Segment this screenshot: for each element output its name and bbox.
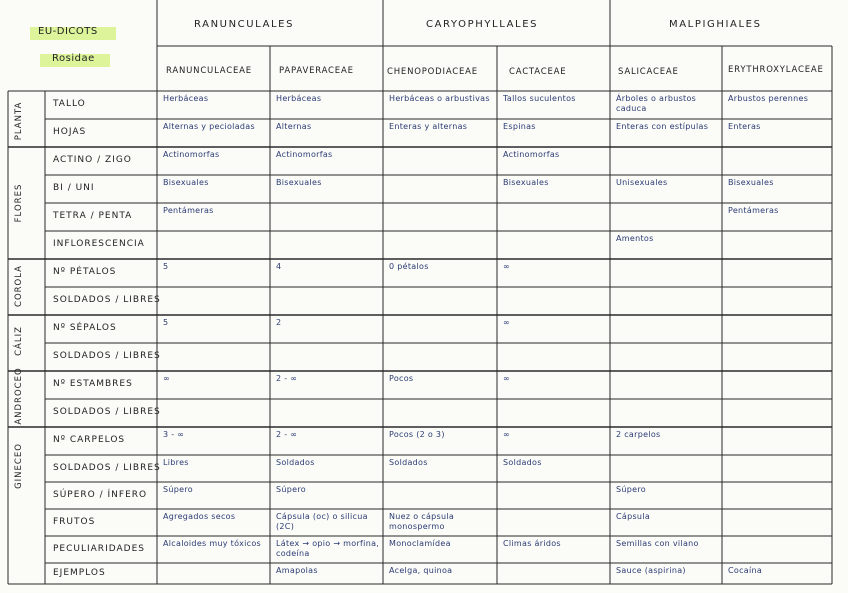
table-cell: Pentámeras <box>728 206 779 215</box>
row-label: SOLDADOS / LIBRES <box>53 462 161 473</box>
row-label: EJEMPLOS <box>53 567 106 578</box>
table-cell: 2 - ∞ <box>276 430 298 439</box>
table-cell: Árboles o arbustos caduca <box>616 94 697 113</box>
table-cell: Cocaína <box>728 566 763 575</box>
table-cell: Semillas con vilano <box>616 539 699 548</box>
table-cell: Alternas y pecioladas <box>163 122 255 131</box>
table-cell: 2 carpelos <box>616 430 661 439</box>
table-cell: 2 - ∞ <box>276 374 298 383</box>
table-cell: Súpero <box>276 485 306 494</box>
table-cell: Espinas <box>503 122 536 131</box>
row-label: SOLDADOS / LIBRES <box>53 351 161 361</box>
table-cell: 4 <box>276 262 282 271</box>
table-cell: Climas áridos <box>503 539 561 548</box>
table-cell: 5 <box>163 262 169 271</box>
table-cell: Herbáceas <box>276 94 322 103</box>
table-cell: Bisexuales <box>163 178 209 187</box>
table-cell: Enteras con estípulas <box>616 122 709 131</box>
class-label: EU-DICOTS <box>38 26 98 37</box>
row-label: INFLORESCENCIA <box>53 239 145 249</box>
table-cell: Soldados <box>276 458 315 467</box>
row-label: FRUTOS <box>53 516 96 527</box>
row-label: SOLDADOS / LIBRES <box>53 295 161 305</box>
family-header: PAPAVERACEAE <box>279 66 354 76</box>
family-header: SALICACEAE <box>618 67 679 77</box>
family-header: ERYTHROXYLACEAE <box>728 65 824 75</box>
table-cell: Agregados secos <box>163 512 236 521</box>
table-cell: Unisexuales <box>616 178 668 187</box>
group-label-androceo: ANDROCEO <box>14 367 24 425</box>
table-cell: ∞ <box>163 374 170 383</box>
table-cell: Amentos <box>616 234 654 243</box>
table-cell: Actinomorfas <box>276 150 333 159</box>
table-cell: Cápsula <box>616 512 651 521</box>
table-cell: Herbáceas <box>163 94 209 103</box>
table-cell: ∞ <box>503 374 510 383</box>
row-label: Nº CARPELOS <box>53 435 126 445</box>
subclass-label: Rosidae <box>52 53 95 64</box>
row-label: HOJAS <box>53 127 87 137</box>
row-label: ACTINO / ZIGO <box>53 155 132 165</box>
table-cell: Súpero <box>163 485 193 494</box>
table-cell: Alcaloides muy tóxicos <box>163 539 261 548</box>
family-header: RANUNCULACEAE <box>166 66 252 76</box>
table-cell: Arbustos perennes <box>728 94 809 103</box>
table-cell: 0 pétalos <box>389 262 429 271</box>
row-label: SÚPERO / ÍNFERO <box>53 489 148 500</box>
table-cell: ∞ <box>503 430 510 439</box>
table-cell: Acelga, quinoa <box>389 566 453 575</box>
group-label-caliz: CÁLIZ <box>14 326 24 356</box>
row-label: Nº SÉPALOS <box>53 323 117 333</box>
row-label: TETRA / PENTA <box>53 211 133 221</box>
table-cell: Amapolas <box>276 566 318 575</box>
table-cell: Látex → opio → morfina, codeína <box>276 539 380 558</box>
row-label: SOLDADOS / LIBRES <box>53 407 161 417</box>
table-cell: Pocos <box>389 374 414 383</box>
table-cell: Actinomorfas <box>163 150 220 159</box>
table-cell: Alternas <box>276 122 312 131</box>
table-cell: 5 <box>163 318 169 327</box>
table-cell: 3 - ∞ <box>163 430 185 439</box>
group-label-flores: FLORES <box>14 183 24 223</box>
row-label: BI / UNI <box>53 183 95 193</box>
table-cell: 2 <box>276 318 282 327</box>
row-label: TALLO <box>53 99 86 109</box>
order-header: RANUNCULALES <box>194 19 295 30</box>
table-cell: ∞ <box>503 262 510 271</box>
table-cell: Cápsula (oc) o silicua (2C) <box>276 512 368 531</box>
table-cell: Herbáceas o arbustivas <box>389 94 490 103</box>
family-header: CHENOPODIACEAE <box>387 67 478 77</box>
table-cell: Actinomorfas <box>503 150 560 159</box>
table-cell: Bisexuales <box>276 178 322 187</box>
table-cell: Tallos suculentos <box>503 94 576 103</box>
family-header: CACTACEAE <box>509 67 567 77</box>
table-cell: Súpero <box>616 485 646 494</box>
table-cell: Soldados <box>389 458 428 467</box>
group-label-corola: COROLA <box>14 265 24 307</box>
table-cell: Pocos (2 o 3) <box>389 430 445 439</box>
table-cell: Soldados <box>503 458 542 467</box>
table-cell: Bisexuales <box>503 178 549 187</box>
table-cell: Libres <box>163 458 189 467</box>
row-label: PECULIARIDADES <box>53 543 145 554</box>
order-header: MALPIGHIALES <box>669 19 762 30</box>
row-label: Nº PÉTALOS <box>53 267 117 277</box>
group-label-planta: PLANTA <box>14 101 24 141</box>
group-label-gineceo: GINECEO <box>14 443 24 489</box>
table-cell: Nuez o cápsula monospermo <box>389 512 455 531</box>
order-header: CARYOPHYLLALES <box>426 19 539 30</box>
table-cell: Enteras <box>728 122 761 131</box>
table-cell: Monoclamídea <box>389 539 451 548</box>
table-cell: Sauce (aspirina) <box>616 566 686 575</box>
table-cell: ∞ <box>503 318 510 327</box>
table-cell: Bisexuales <box>728 178 774 187</box>
table-cell: Enteras y alternas <box>389 122 468 131</box>
row-label: Nº ESTAMBRES <box>53 379 133 389</box>
table-cell: Pentámeras <box>163 206 214 215</box>
